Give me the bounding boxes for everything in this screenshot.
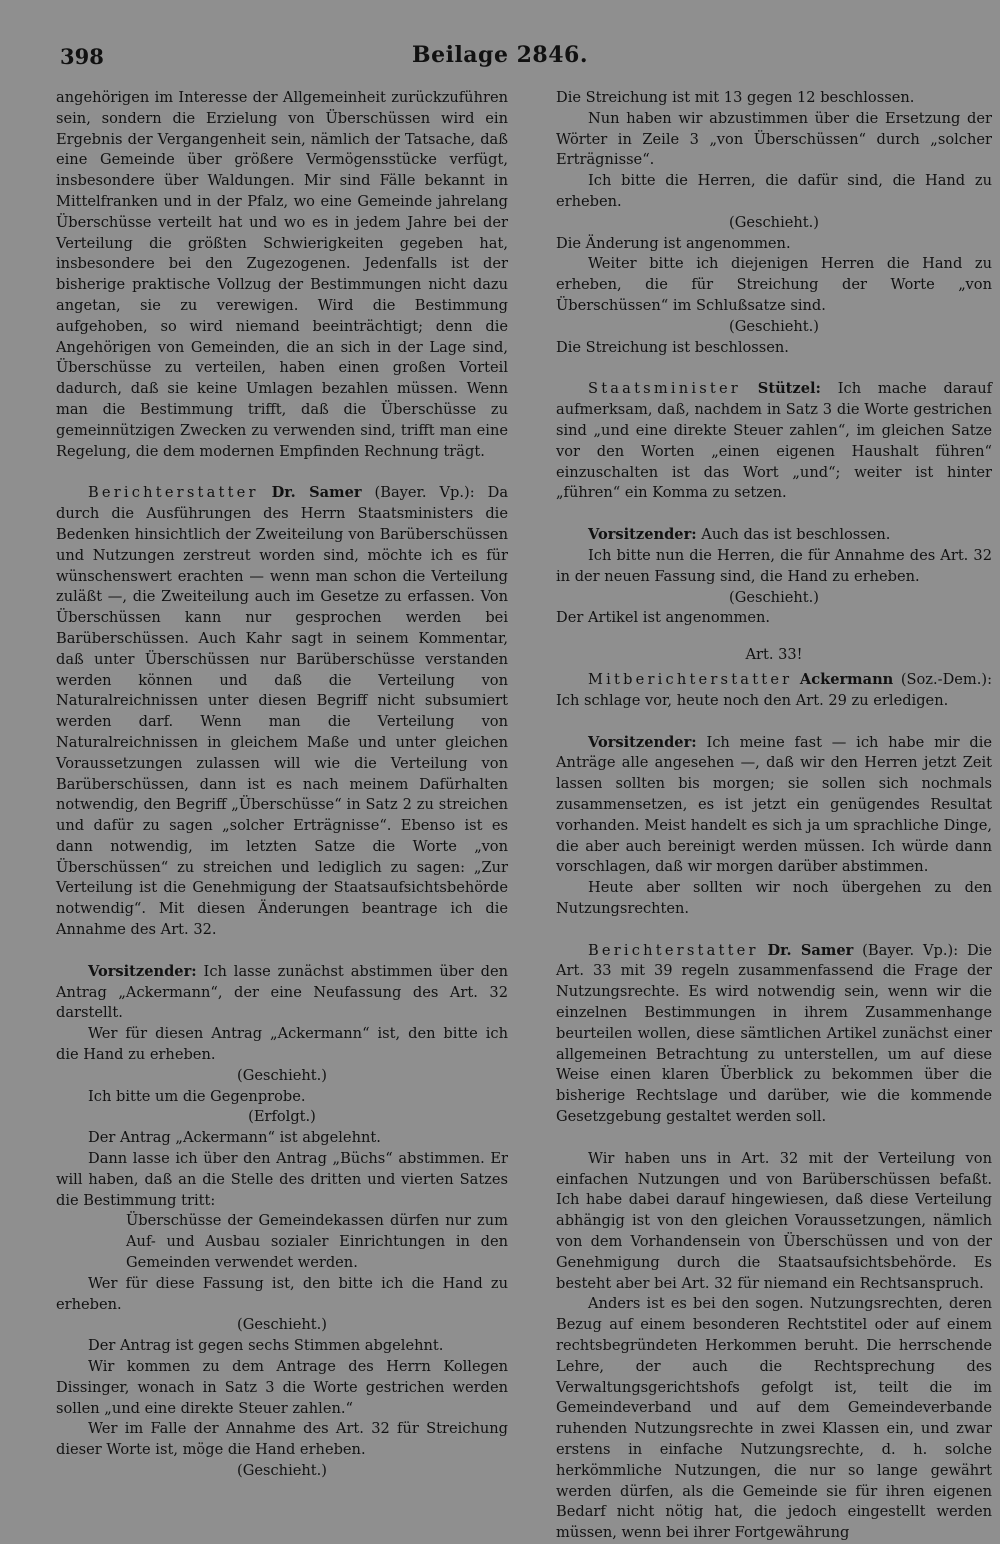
stage-direction: (Geschieht.): [729, 213, 819, 231]
paragraph: Wer für diese Fassung ist, den bitte ich die Hand zu erheben.: [56, 1274, 508, 1313]
paragraph: Dann lasse ich über den Antrag „Büchs“ abstimmen. Er will haben, daß an die Stelle des dritten und vierten Satzes die Bestimmung tritt:: [56, 1150, 508, 1209]
speaker-paragraph: [556, 941, 992, 1128]
stage-direction: (Geschieht.): [237, 1316, 327, 1334]
speaker-role: Berichterstatter: [88, 484, 259, 502]
speaker-paragraph: [556, 379, 992, 504]
speaker-paragraph: [556, 670, 992, 712]
paragraph: Weiter bitte ich diejenigen Herren die Hand zu erheben, die für Streichung der Worte „von Überschüssen“ im Schlußsatze sind.: [556, 255, 992, 314]
speaker-name: Dr. Samer: [271, 484, 362, 502]
stage-direction: (Erfolgt.): [248, 1108, 316, 1126]
speaker-name: Dr. Samer: [767, 941, 854, 959]
paragraph: Die Streichung ist mit 13 gegen 12 beschlossen.: [556, 89, 915, 106]
stage-direction: (Geschieht.): [729, 588, 819, 606]
left-column: [56, 88, 509, 1479]
article-heading: Art. 33!: [745, 646, 803, 664]
speaker-role: Staatsminister: [588, 380, 741, 398]
speaker-paragraph: [556, 525, 992, 546]
stage-direction: (Geschieht.): [729, 317, 819, 335]
page-number: 398: [60, 44, 104, 69]
speech-text: Ich lasse zunächst abstimmen über den Antrag „Ackermann“, der eine Neufassung des Art. 32 darstellt.: [56, 962, 508, 1022]
speaker-role: Berichterstatter: [588, 941, 759, 959]
stage-direction: (Geschieht.): [237, 1066, 327, 1084]
speaker-role: Vorsitzender:: [588, 526, 697, 544]
right-column: [556, 88, 993, 1542]
paragraph: Wer für diesen Antrag „Ackermann“ ist, den bitte ich die Hand zu erheben.: [56, 1025, 508, 1064]
running-title: Beilage 2846.: [412, 42, 588, 68]
stage-direction: (Geschieht.): [237, 1462, 327, 1479]
paragraph: Die Änderung ist angenommen.: [556, 234, 791, 252]
paragraph: Wir kommen zu dem Antrage des Herrn Kollegen Dissinger, wonach in Satz 3 die Worte gestrichen werden sollen „und eine direkte Steuer zahlen.“: [56, 1358, 508, 1417]
paragraph: Nun haben wir abzustimmen über die Ersetzung der Wörter in Zeile 3 „von Überschüssen“ durch „solcher Erträgnisse“.: [556, 109, 992, 169]
speech-text: Auch das ist beschlossen.: [696, 526, 891, 544]
speaker-role: Vorsitzender:: [588, 733, 697, 751]
speech-text: (Soz.-Dem.): Ich schlage vor, heute noch den Art. 29 zu erledigen.: [556, 670, 992, 709]
speech-text: Ich mache darauf aufmerksam, daß, nachdem in Satz 3 die Worte gestrichen sind „und eine direkte Steuer zahlen“, im gleichen Satze vor den Worten „einen eigenen Haushalt führen“ einzuschalten ist das Wort „und“; weiter ist hinter „führen“ ein Komma zu setzen.: [556, 380, 992, 502]
paragraph: Ich bitte nun die Herren, die für Annahme des Art. 32 in der neuen Fassung sind, die Hand zu erheben.: [556, 546, 992, 585]
speaker-paragraph: [56, 483, 508, 941]
speaker-name: Stützel:: [757, 380, 821, 398]
speaker-role: Vorsitzender:: [88, 962, 197, 980]
speaker-paragraph: [56, 962, 508, 1024]
paragraph: Die Streichung ist beschlossen.: [556, 338, 789, 356]
page-header: [60, 40, 940, 76]
speaker-role: Mitberichterstatter: [588, 670, 793, 688]
paragraph: Der Artikel ist angenommen.: [556, 609, 771, 627]
paragraph: angehörigen im Interesse der Allgemeinheit zurückzuführen sein, sondern die Erzielung von Überschüssen wird ein Ergebnis der Vergangenheit sein, nämlich der Tatsache, daß eine Gemeinde über größere Vermögensstücke verfügt, insbesondere über Waldungen. Mir sind Fälle bekannt in Mittelfranken und in der Pfalz, wo eine Gemeinde jahrelang Überschüsse verteilt hat und wo es in jedem Jahre bei der Verteilung die größten Schwierigkeiten gegeben hat, insbesondere bei den Zugezogenen. Jedenfalls ist der bisherige praktische Vollzug der Bestimmungen nicht dazu angetan, sie zu verewigen. Wird die Bestimmung aufgehoben, so wird niemand beeinträchtigt; denn die Angehörigen von Gemeinden, die an sich in der Lage sind, Überschüsse zu verteilen, haben einen großen Vorteil dadurch, daß sie keine Umlagen bezahlen müssen. Wenn man die Bestimmung trifft, daß die Überschüsse zu gemeinnützigen Zwecken zu verwenden sind, trifft man eine Regelung, die dem modernen Empfinden Rechnung trägt.: [56, 89, 508, 460]
paragraph: Ich bitte die Herren, die dafür sind, die Hand zu erheben.: [556, 172, 992, 210]
speech-text: Ich meine fast — ich habe mir die Anträge alle angesehen —, daß wir den Herren jetzt Zeit lassen sollten bis morgen; sie sollen sich nochmals zusammensetzen, es ist jetzt ein genügendes Resultat vorhanden. Meist handelt es sich ja um sprachliche Dinge, die aber auch bereinigt werden müssen. Ich würde dann vorschlagen, daß wir morgen darüber abstimmen.: [556, 733, 992, 876]
paragraph: Der Antrag ist gegen sechs Stimmen abgelehnt.: [88, 1337, 444, 1355]
paragraph: Wir haben uns in Art. 32 mit der Verteilung von einfachen Nutzungen und von Barüberschüssen befaßt. Ich habe dabei darauf hingewiesen, daß diese Verteilung abhängig ist von den gleichen Voraussetzungen, nämlich von dem Vorhandensein von Überschüssen und von der Genehmigung durch die Staatsaufsichtsbehörde. Es besteht aber bei Art. 32 für niemand ein Rechtsanspruch.: [556, 1149, 992, 1292]
speaker-paragraph: [556, 733, 992, 879]
speaker-name: Ackermann: [799, 670, 894, 688]
paragraph: Ich bitte um die Gegenprobe.: [88, 1087, 306, 1105]
paragraph: Wer im Falle der Annahme des Art. 32 für Streichung dieser Worte ist, möge die Hand erheben.: [56, 1420, 508, 1459]
paragraph: Heute aber sollten wir noch übergehen zu den Nutzungsrechten.: [556, 879, 992, 917]
quoted-provision: Überschüsse der Gemeindekassen dürfen nur zum Auf- und Ausbau sozialer Einrichtungen in den Gemeinden verwendet werden.: [126, 1212, 508, 1272]
paragraph: Anders ist es bei den sogen. Nutzungsrechten, deren Bezug auf einem besonderen Rechtstitel oder auf einem rechtsbegründeten Herkommen beruht. Die herrschende Lehre, der auch die Rechtsprechung des Verwaltungsgerichtshofs gefolgt ist, teilt die im Gemeindeverband und auf dem Gemeindeverbande ruhenden Nutzungsrechte in zwei Klassen ein, und zwar erstens in einfache Nutzungsrechte, d. h. solche herkömmliche Nutzungen, die nur so lange gewährt werden dürfen, als die Gemeinde sie für ihren eigenen Bedarf nicht nötig hat, die jedoch eingestellt werden müssen, wenn bei ihrer Fortgewährung: [556, 1295, 992, 1542]
speech-text: (Bayer. Vp.): Die Art. 33 mit 39 regeln zusammenfassend die Frage der Nutzungsrechte. Es wird notwendig sein, wenn wir die einzelnen Bestimmungen in ihrem Zusammenhange beurteilen wollen, diese sämtlichen Artikel zunächst einer allgemeinen Betrachtung zu unterstellen, um auf diese Weise einen klaren Überblick zu bekommen über die bisherige Rechtslage und darüber, wie die kommende Gesetzgebung gestaltet werden soll.: [556, 941, 993, 1126]
speech-text: (Bayer. Vp.): Da durch die Ausführungen des Herrn Staatsministers die Bedenken hinsichtlich der Zweiteilung von Barüberschüssen und Nutzungen zerstreut worden sind, möchte ich es für wünschenswert erachten — wenn man schon die Verteilung zuläßt —, die Zweiteilung auch im Gesetze zu erfassen. Von Überschüssen kann nur gesprochen werden bei Barüberschüssen. Auch Kahr sagt in seinem Kommentar, daß unter Überschüssen nur Barüberschüsse verstanden werden können und daß die Verteilung von Naturalreichnissen unter diesen Begriff nicht subsumiert werden darf. Wenn man die Verteilung von Naturalreichnissen in gleichem Maße und unter gleichen Voraussetzungen zulassen will wie die Verteilung von Barüberschüssen, dann ist es nach meinem Dafürhalten notwendig, den Begriff „Überschüsse“ in Satz 2 zu streichen und dafür zu sagen „solcher Erträgnisse“. Ebenso ist es dann notwendig, im letzten Satze die Worte „von Überschüssen“ zu streichen und lediglich zu sagen: „Zur Verteilung ist die Genehmigung der Staatsaufsichtsbehörde notwendig“. Mit diesen Änderungen beantrage ich die Annahme des Art. 32.: [56, 484, 509, 939]
paragraph: Der Antrag „Ackermann“ ist abgelehnt.: [88, 1129, 381, 1147]
